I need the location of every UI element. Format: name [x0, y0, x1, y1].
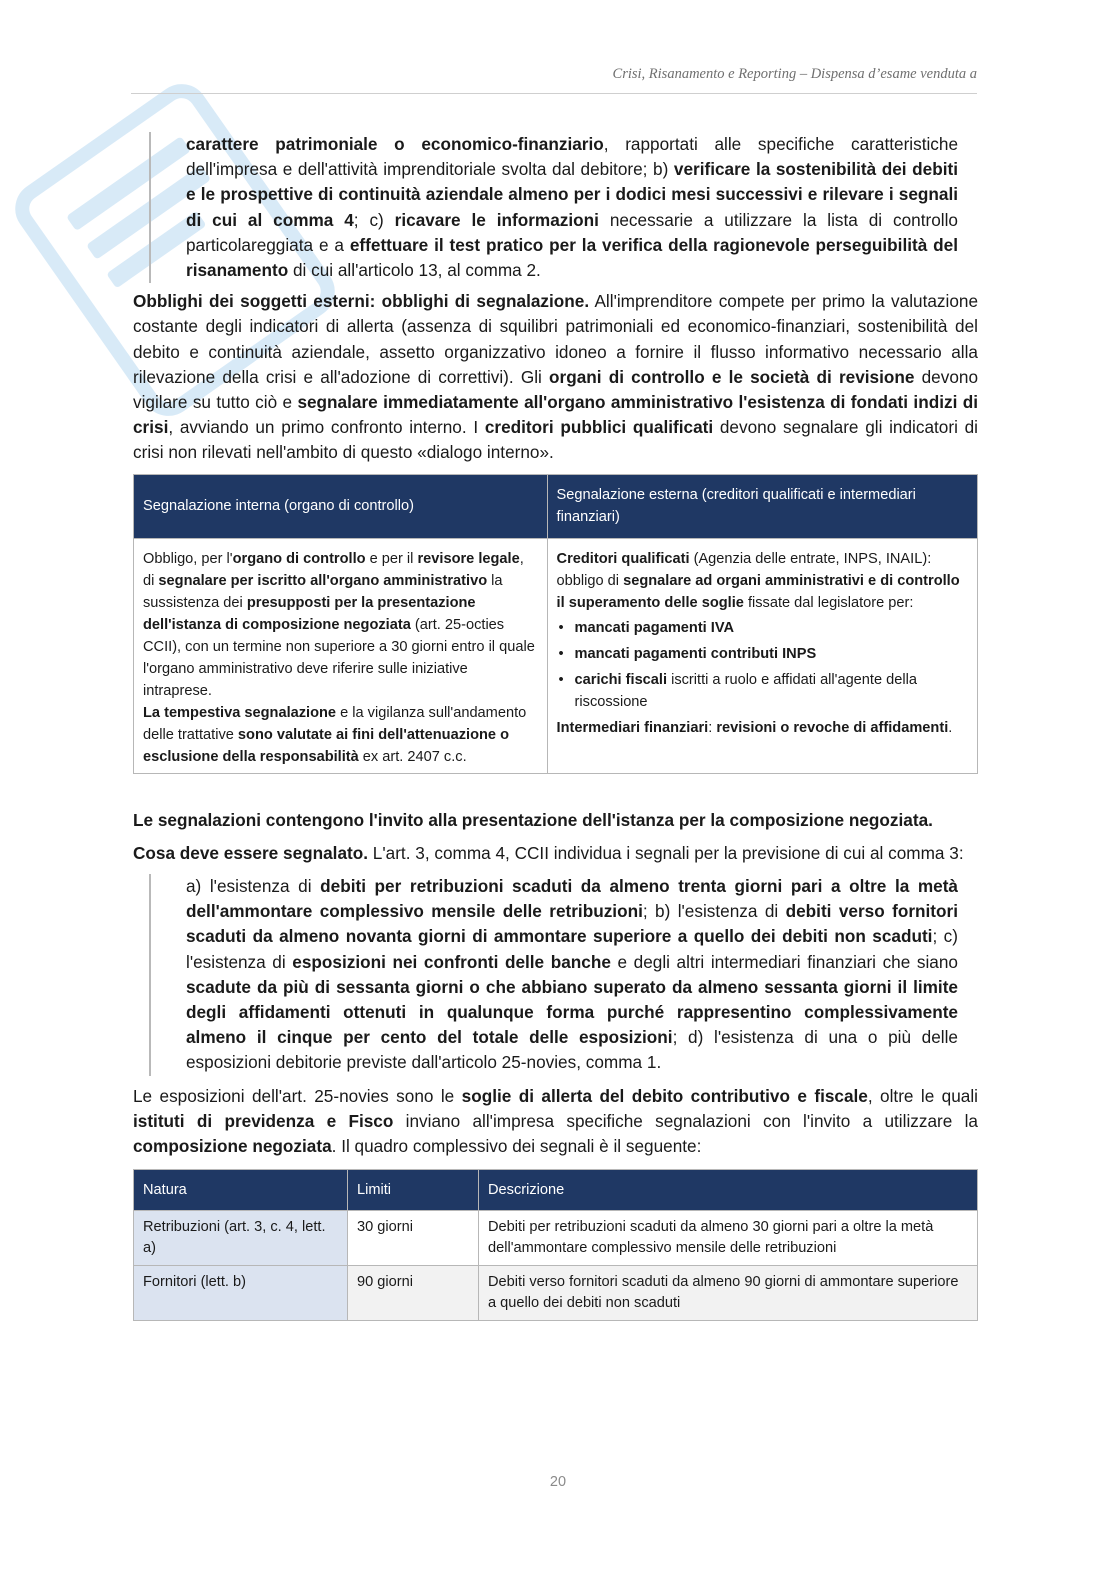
paragraph-segnalazioni: Le segnalazioni contengono l'invito alla presentazione dell'istanza per la composizione negoziata.	[133, 809, 933, 830]
running-header: Crisi, Risanamento e Reporting – Dispensa d’esame venduta a	[612, 66, 977, 82]
external-text-a: Creditori qualificati (Agenzia delle entrate, INPS, INAIL): obbligo di segnalare ad organi amministrativi e di controllo il superamento delle soglie fissate dal legislatore per:	[556, 550, 960, 611]
signals-table	[133, 474, 978, 774]
col-header-descrizione: Descrizione	[479, 1170, 978, 1211]
cell-limiti: 90 giorni	[348, 1266, 479, 1321]
cell-limiti: 30 giorni	[348, 1211, 479, 1266]
quote-text-2: a) l'esistenza di debiti per retribuzioni scaduti da almeno trenta giorni pari a oltre la metà dell'ammontare complessivo mensile delle retribuzioni; b) l'esistenza di debiti verso fornitori scaduti da almeno novanta giorni di ammontare superiore a quello dei debiti non scaduti; c) l'esistenza di esposizioni nei confronti delle banche e degli altri intermediari finanziari che siano scadute da più di sessanta giorni o che abbiano superato da almeno sessanta giorni il limite degli affidamenti ottenuti in qualunque forma purché rappresentino complessivamente almeno il cinque per cento del totale delle esposizioni; d) l'esistenza di una o più delle esposizioni debitorie previste dall'articolo 25-novies, comma 1.	[186, 876, 958, 1073]
signals-header-internal: Segnalazione interna (organo di controllo)	[134, 474, 548, 538]
table-row	[134, 1211, 978, 1266]
list-item: • mancati pagamenti contributi INPS	[557, 643, 968, 665]
list-item: • mancati pagamenti IVA	[557, 617, 968, 639]
cell-descrizione: Debiti verso fornitori scaduti da almeno 90 giorni di ammontare superiore a quello dei debiti non scaduti	[479, 1266, 978, 1321]
bullet-icon: •	[558, 671, 564, 688]
cell-natura: Fornitori (lett. b)	[134, 1266, 348, 1321]
bullet-icon: •	[558, 619, 564, 636]
paragraph-obblighi: Obblighi dei soggetti esterni: obblighi di segnalazione. All'imprenditore compete per primo la valutazione costante degli indicatori di allerta (assenza di squilibri patrimoniali ed economico-finanziari, sostenibilità del debito e continuità aziendale, assetto organizzativo idoneo a fornire il flusso informativo necessario alla rilevazione della crisi e all'adozione di correttivi). Gli organi di controllo e le società di revisione devono vigilare su tutto ciò e segnalare immediatamente all'organo amministrativo l'esistenza di fondati indizi di crisi, avviando un primo confronto interno. I creditori pubblici qualificati devono segnalare gli indicatori di crisi non rilevati nell'ambito di questo «dialogo interno».	[133, 291, 978, 463]
header-divider	[131, 93, 977, 94]
page-number: 20	[549, 1474, 567, 1490]
quote-block-1	[149, 132, 978, 283]
external-text-b: Intermediari finanziari: revisioni o revoche di affidamenti.	[556, 719, 953, 736]
bullet-icon: •	[558, 645, 564, 662]
cell-natura: Retribuzioni (art. 3, c. 4, lett. a)	[134, 1211, 348, 1266]
signals-cell-external	[547, 538, 977, 773]
quote-text-1: carattere patrimoniale o economico-finanziario, rapportati alle specifiche caratteristiche dell'impresa e dell'attività imprenditoriale svolta dal debitore; b) verificare la sostenibilità dei debiti e le prospettive di continuità aziendale almeno per i dodici mesi successivi e rilevare i segnali di cui al comma 4; c) ricavare le informazioni necessarie a utilizzare la lista di controllo particolareggiata e a effettuare il test pratico per la verifica della ragionevole perseguibilità del risanamento di cui all'articolo 13, al comma 2.	[186, 134, 959, 281]
cell-descrizione: Debiti per retribuzioni scaduti da almeno 30 giorni pari a oltre la metà dell'ammontare complessivo mensile delle retribuzioni	[479, 1211, 978, 1266]
signals-header-external: Segnalazione esterna (creditori qualificati e intermediari finanziari)	[547, 474, 977, 538]
table-row	[134, 1266, 978, 1321]
list-item: • carichi fiscali iscritti a ruolo e affidati all'agente della riscossione	[557, 669, 968, 713]
threshold-list	[557, 617, 968, 713]
page-content	[133, 132, 978, 1321]
internal-text-b: La tempestiva segnalazione e la vigilanza sull'andamento delle trattative sono valutate ai fini dell'attenuazione o esclusione della responsabilità ex art. 2407 c.c.	[143, 704, 527, 765]
signals-summary-table	[133, 1169, 978, 1321]
quote-block-2	[149, 874, 978, 1076]
internal-text-a: Obbligo, per l'organo di controllo e per il revisore legale, di segnalare per iscritto all'organo amministrativo la sussistenza dei presupposti per la presentazione dell'istanza di composizione negoziata (art. 25-octies CCII), con un termine non superiore a 30 giorni entro il quale l'organo amministrativo deve riferire sulle iniziative intraprese.	[143, 550, 535, 699]
paragraph-esposizioni: Le esposizioni dell'art. 25-novies sono le soglie di allerta del debito contributivo e fiscale, oltre le quali istituti di previdenza e Fisco inviano all'impresa specifiche segnalazioni con l'invito a utilizzare la composizione negoziata. Il quadro complessivo dei segnali è il seguente:	[133, 1085, 978, 1157]
col-header-natura: Natura	[134, 1170, 348, 1211]
paragraph-cosa-segnalare: Cosa deve essere segnalato. L'art. 3, comma 4, CCII individua i segnali per la previsione di cui al comma 3:	[133, 842, 964, 863]
signals-cell-internal	[134, 538, 548, 773]
col-header-limiti: Limiti	[348, 1170, 479, 1211]
